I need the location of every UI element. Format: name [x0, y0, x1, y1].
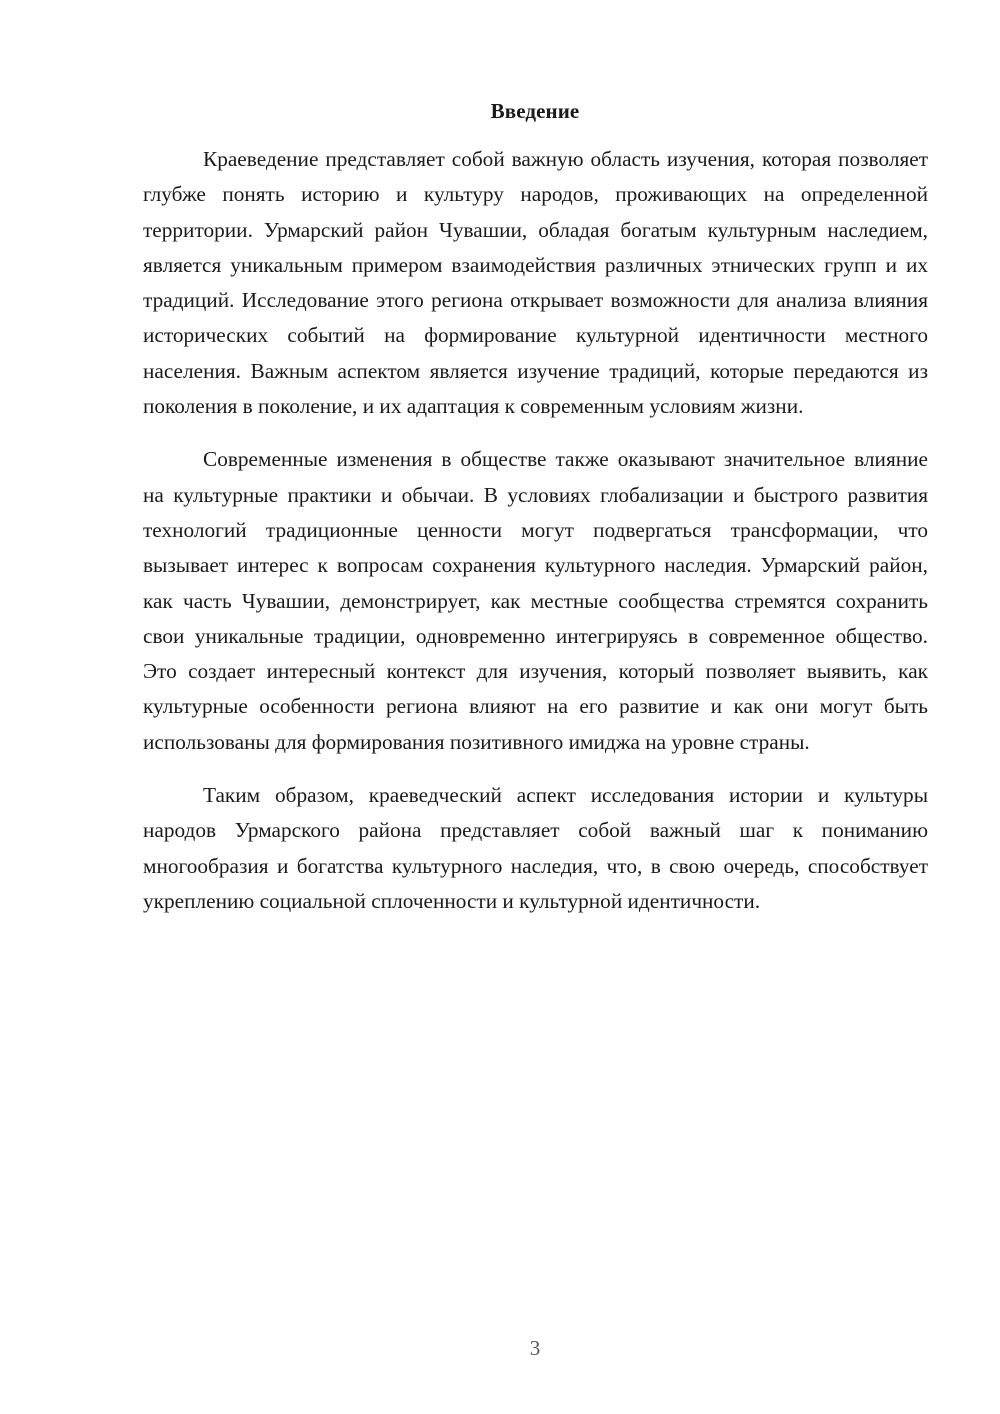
page-number: 3 [529, 1336, 541, 1360]
paragraph-1: Краеведение представляет собой важную область изучения, которая позволяет глубже понять историю и культуру народов, проживающих на определенной территории. Урмарский район Чувашии, обладая богатым культурным наследием, является уникальным примером взаимодействия различных этнических групп и их традиций. Исследование этого региона открывает возможности для анализа влияния исторических событий на формирование культурной идентичности местного населения. Важным аспектом является изучение традиций, которые передаются из поколения в поколение, и их адаптация к современным условиям жизни. [143, 147, 928, 419]
paragraph-3: Таким образом, краеведческий аспект исследования истории и культуры народов Урмарского района представляет собой важный шаг к пониманию многообразия и богатства культурного наследия, что, в свою очередь, способствует укреплению социальной сплоченности и культурной идентичности. [143, 783, 928, 913]
paragraph-2: Современные изменения в обществе также оказывают значительное влияние на культурные практики и обычаи. В условиях глобализации и быстрого развития технологий традиционные ценности могут подвергаться трансформации, что вызывает интерес к вопросам сохранения культурного наследия. Урмарский район, как часть Чувашии, демонстрирует, как местные сообщества стремятся сохранить свои уникальные традиции, одновременно интегрируясь в современное общество. Это создает интересный контекст для изучения, который позволяет выявить, как культурные особенности региона влияют на его развитие и как они могут быть использованы для формирования позитивного имиджа на уровне страны. [143, 447, 928, 754]
section-heading: Введение [490, 99, 580, 123]
body-text [143, 142, 928, 937]
